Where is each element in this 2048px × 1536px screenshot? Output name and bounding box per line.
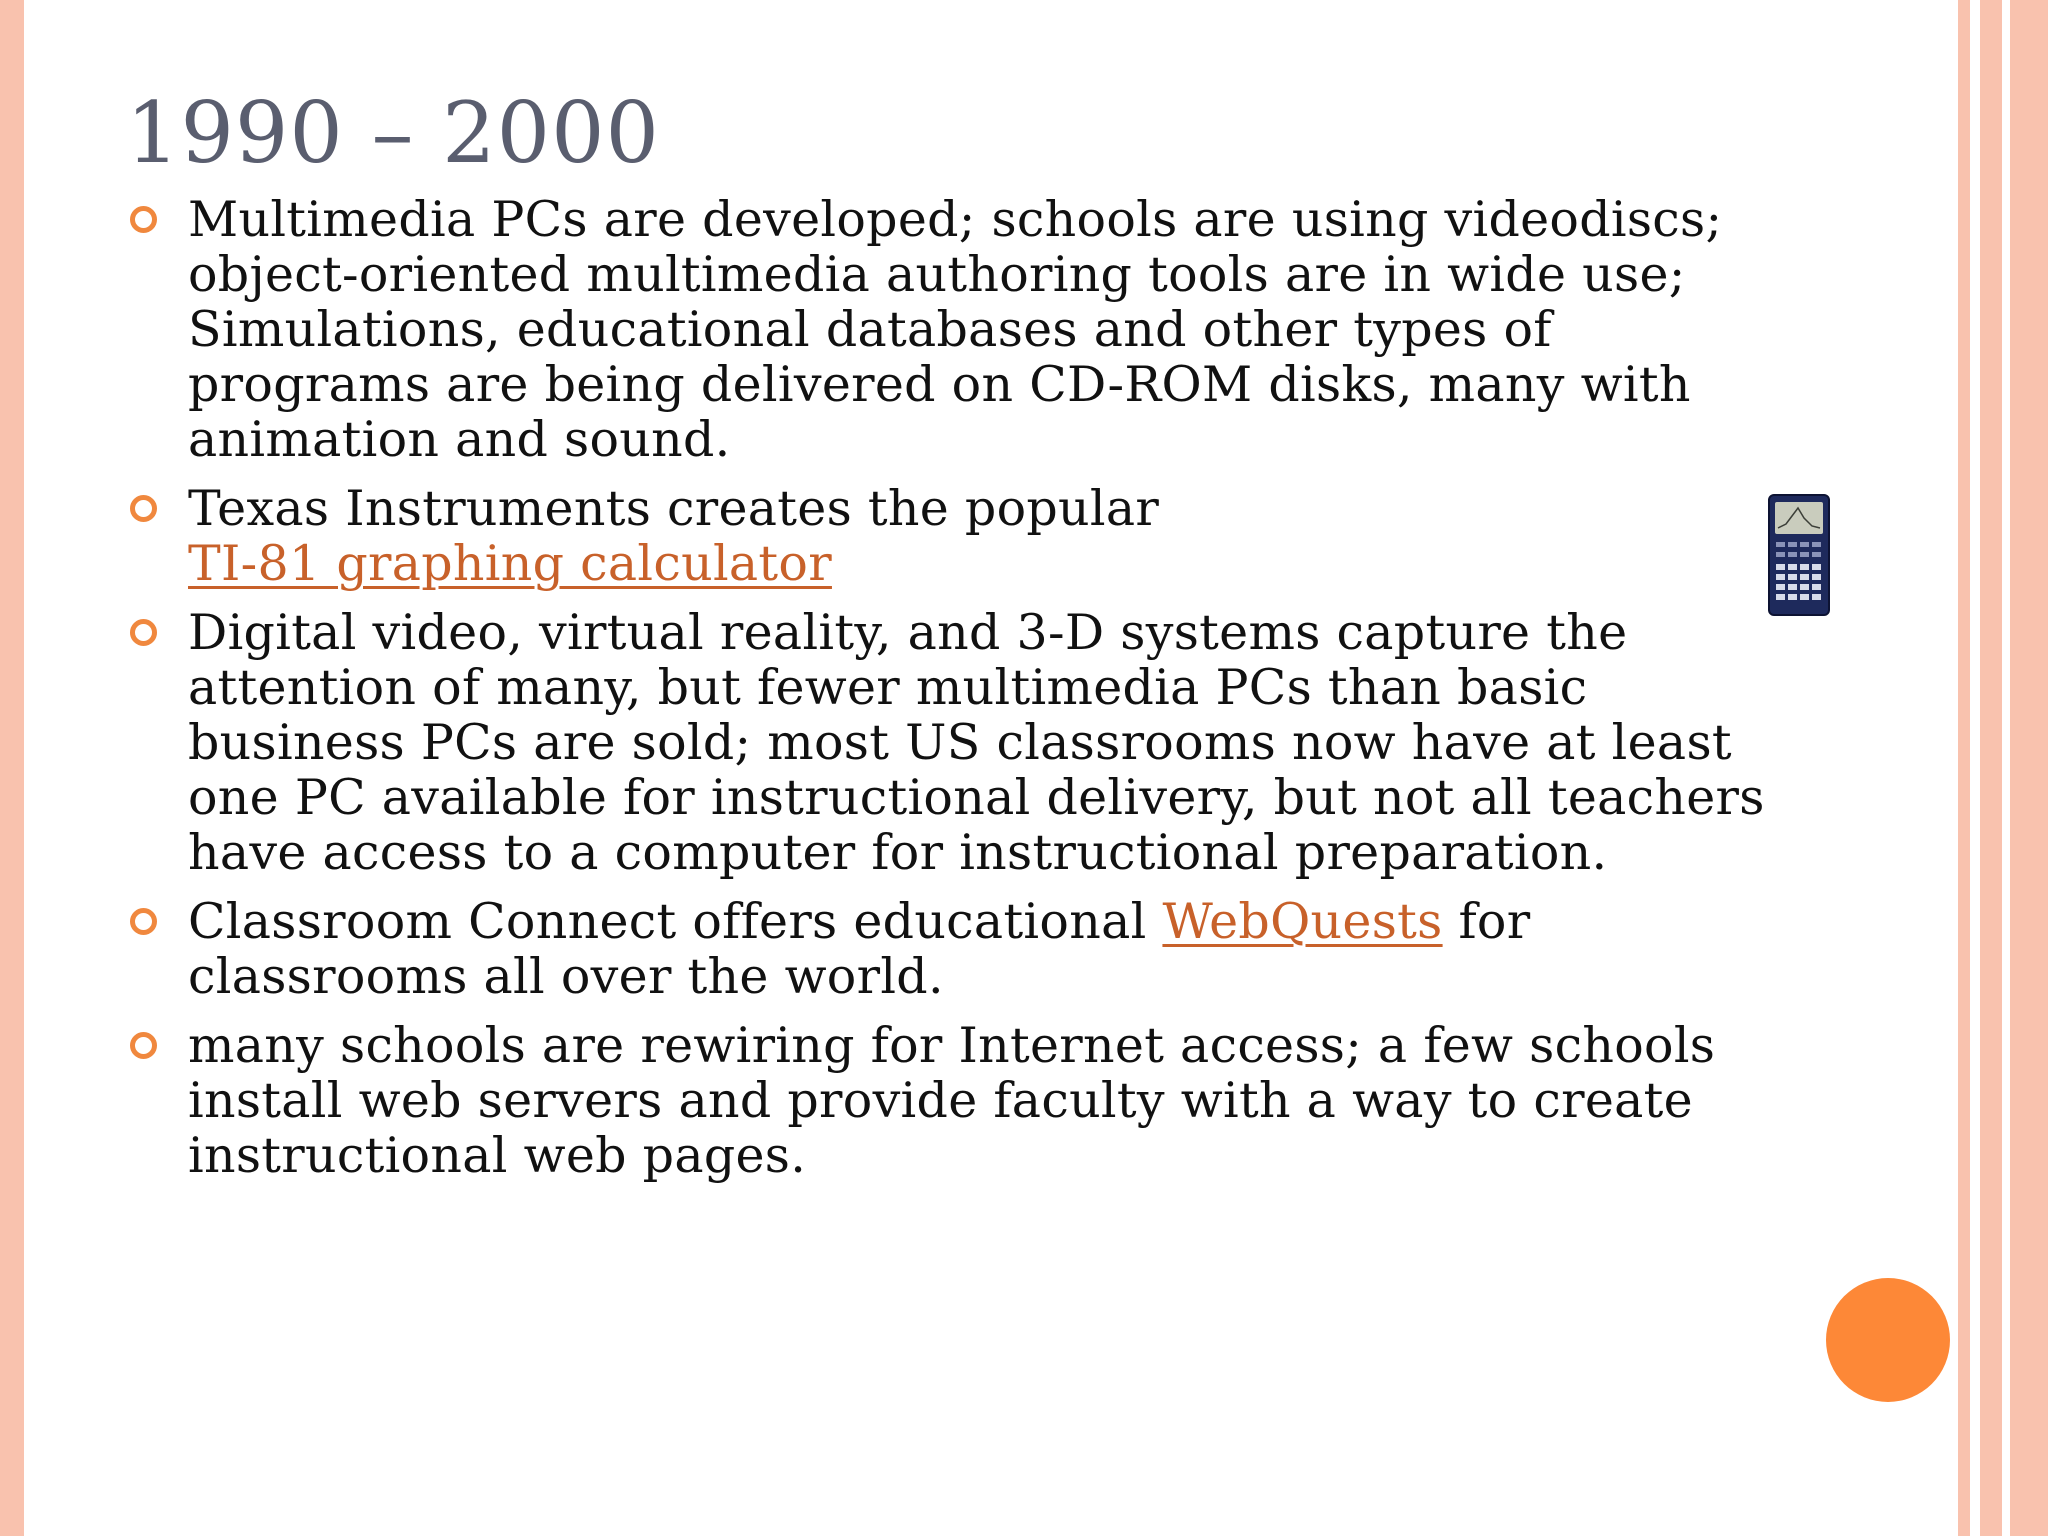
circle-bullet-icon [130,1032,157,1059]
ti-81-calculator-link[interactable]: TI-81 graphing calculator [188,535,832,592]
webquests-link[interactable]: WebQuests [1162,893,1443,950]
circle-bullet-icon [130,908,157,935]
slide-title: 1990 – 2000 [126,84,660,182]
bullet-text: for classrooms all over the world. [188,893,1531,1005]
right-border-stripe [1980,0,2002,1536]
bullet-item [130,192,1780,467]
bullet-item [130,481,1780,591]
bullet-item [130,1018,1780,1183]
bullet-text: Digital video, virtual reality, and 3-D systems capture the attention of many, but fewer multimedia PCs than basic business PCs are sold; most US classrooms now have at least one PC available for instructional delivery, but not all teachers have access to a computer for instructional preparation. [188,604,1765,881]
right-border-stripe [1958,0,1970,1536]
bullet-text: many schools are rewiring for Internet access; a few schools install web servers and provide faculty with a way to create instructional web pages. [188,1017,1716,1184]
bullet-list [130,192,1780,1197]
circle-bullet-icon [130,206,157,233]
circle-bullet-icon [130,495,157,522]
bullet-text: Texas Instruments creates the popular [188,480,1160,537]
bullet-item [130,605,1808,880]
right-border-stripe [2010,0,2048,1536]
bullet-text: Multimedia PCs are developed; schools are using videodiscs; object-oriented multimedia authoring tools are in wide use; Simulations, educational databases and other types of programs are being delivered on CD-ROM disks, many with animation and sound. [188,191,1723,468]
left-border [0,0,24,1536]
bullet-text: Classroom Connect offers educational [188,893,1163,950]
circle-bullet-icon [130,619,157,646]
decorative-circle [1826,1278,1950,1402]
bullet-item [130,894,1780,1004]
graphing-calculator-icon [1768,494,1830,616]
